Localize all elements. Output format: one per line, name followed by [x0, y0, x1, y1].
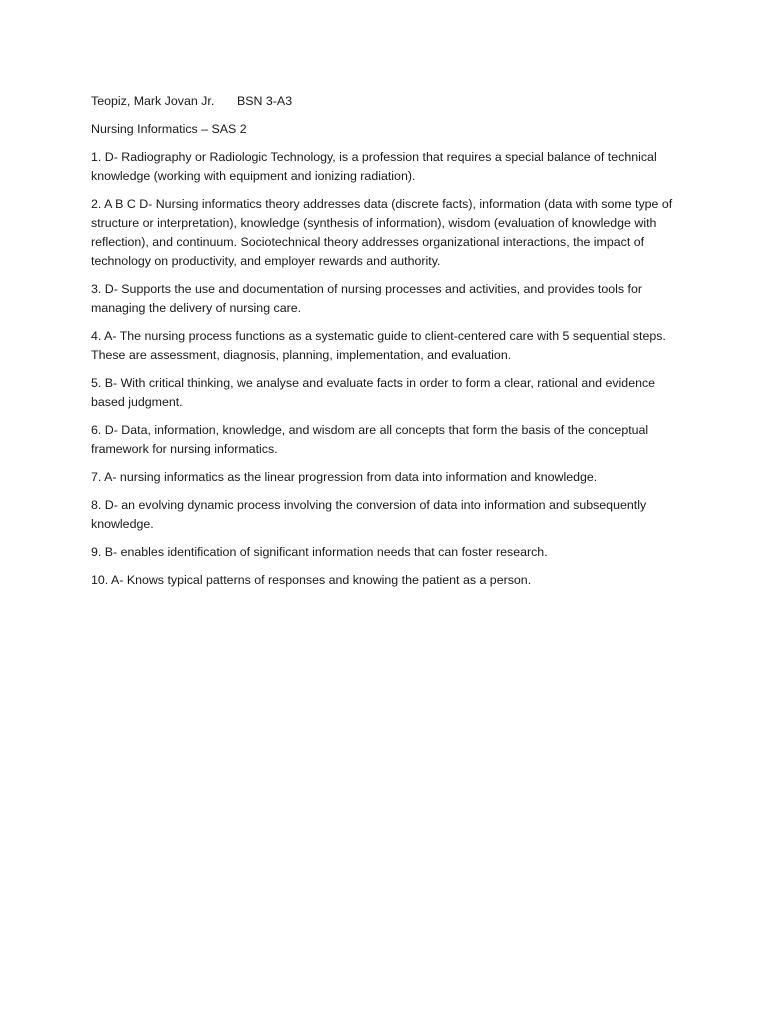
header-line — [91, 92, 691, 111]
answer-3: 3. D- Supports the use and documentation of nursing processes and activities, and provides tools for managing the delivery of nursing care. — [91, 282, 643, 315]
answer-5: 5. B- With critical thinking, we analyse and evaluate facts in order to form a clear, rational and evidence based judgment. — [91, 376, 656, 409]
answer-2: 2. A B C D- Nursing informatics theory addresses data (discrete facts), information (data with some type of structure or interpretation), knowledge (synthesis of information), wisdom (evaluation of knowledge with reflection), and continuum. Sociotechnical theory addresses organizational interactions, the impact of technology on productivity, and employer rewards and authority. — [91, 197, 673, 268]
answer-8: 8. D- an evolving dynamic process involving the conversion of data into information and subsequently knowledge. — [91, 498, 647, 531]
answer-4: 4. A- The nursing process functions as a systematic guide to client-centered care with 5 sequential steps. These are assessment, diagnosis, planning, implementation, and evaluation. — [91, 329, 666, 362]
section-label: BSN 3-A3 — [237, 94, 293, 108]
answer-7: 7. A- nursing informatics as the linear progression from data into information and knowledge. — [91, 470, 598, 484]
author-name: Teopiz, Mark Jovan Jr. — [91, 94, 215, 108]
answer-10: 10. A- Knows typical patterns of responses and knowing the patient as a person. — [91, 573, 532, 587]
document-body — [91, 92, 691, 599]
answer-9: 9. B- enables identification of significant information needs that can foster research. — [91, 545, 548, 559]
answer-6: 6. D- Data, information, knowledge, and wisdom are all concepts that form the basis of the conceptual framework for nursing informatics. — [91, 423, 649, 456]
answer-1: 1. D- Radiography or Radiologic Technology, is a profession that requires a special balance of technical knowledge (working with equipment and ionizing radiation). — [91, 150, 657, 183]
document-title: Nursing Informatics – SAS 2 — [91, 122, 247, 136]
